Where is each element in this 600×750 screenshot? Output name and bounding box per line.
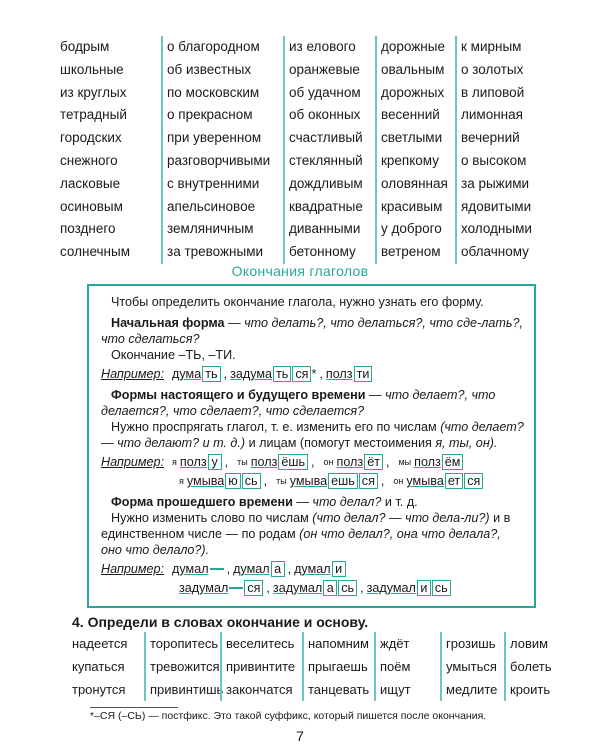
verb-cell: умыться <box>446 659 497 674</box>
word-cell: о высоком <box>461 152 527 168</box>
pronoun: я <box>179 476 184 486</box>
word-cell: о прекрасном <box>167 107 253 123</box>
separator: , <box>266 581 270 595</box>
word-stem: полз <box>336 455 364 469</box>
word-cell: красивым <box>381 198 443 214</box>
word-cell: бодрым <box>60 39 110 54</box>
word-cell: стеклянный <box>289 152 363 168</box>
word-cell: счастливый <box>289 130 363 146</box>
verb-cell: напомним <box>308 636 369 651</box>
footnote: *–СЯ (–СЬ) — постфикс. Это такой суффикс, который пишется после окончания. <box>90 710 487 722</box>
word-cell: ядовитыми <box>461 198 532 214</box>
word-column <box>60 36 161 264</box>
present-future-rule: Формы настоящего и будущего времени — что делает?, что делается?, что сделает?, что сделается? <box>101 388 496 418</box>
example-word <box>172 366 221 382</box>
word-cell: ветреном <box>381 244 441 260</box>
exercise-task: 4. Определи в словах окончание и основу. <box>72 614 369 630</box>
word-cell: апельсиновое <box>167 198 256 214</box>
example-word <box>294 561 346 577</box>
verb-column <box>504 632 552 701</box>
verb-column <box>302 632 374 701</box>
word-cell: за тревожными <box>167 244 264 260</box>
example-label: Например: <box>101 455 165 469</box>
word-cell: снежного <box>60 152 118 168</box>
past-examples-1 <box>101 561 524 577</box>
word-cell: дождливым <box>289 175 363 191</box>
verb-cell: ждёт <box>380 636 410 651</box>
separator: , <box>224 455 229 469</box>
word-cell: светлыми <box>381 130 443 146</box>
example-label: Например: <box>101 562 165 576</box>
word-stem: задумал <box>179 581 229 595</box>
pronoun: мы <box>398 457 412 467</box>
word-cell: по московским <box>167 84 260 100</box>
word-stem: умыва <box>406 474 444 488</box>
example-word <box>367 580 451 596</box>
past-heading: Форма прошедшего времени <box>111 495 293 509</box>
ending-frame: ет <box>445 473 463 489</box>
verb-cell: прыгаешь <box>308 659 368 674</box>
postfix-frame: ся <box>292 366 311 382</box>
verb-column <box>220 632 302 701</box>
past-explanation: Нужно изменить слово по числам (что делал? — что дела-ли?) и в единственном числе — по родам (он что делал?, она что делала?, оно что делало?). <box>101 511 511 557</box>
example-word <box>392 454 463 470</box>
ending-frame: ёт <box>364 454 383 470</box>
ending-frame <box>229 587 243 589</box>
word-cell: из круглых <box>60 84 127 100</box>
section-title: Окончания глаголов <box>231 263 369 279</box>
word-cell: крепкому <box>381 152 439 168</box>
rule-intro: Чтобы определить окончание глагола, нужно узнать его форму. <box>111 295 484 309</box>
word-stem: задумал <box>272 581 323 595</box>
word-stem: умыва <box>186 474 225 488</box>
past-examples-2 <box>101 580 524 596</box>
verb-cell: поём <box>380 659 411 674</box>
word-cell: оловянная <box>381 175 448 191</box>
verb-cell: болеть <box>510 659 552 674</box>
ending-frame: а <box>323 580 337 596</box>
separator: , <box>319 367 323 381</box>
postfix-frame: ся <box>464 473 483 489</box>
word-cell: об оконных <box>289 107 361 123</box>
initial-form-rule: Начальная форма — что делать?, что делаться?, что сде-лать?, что сделаться? <box>101 316 523 346</box>
verb-cell: тревожится <box>150 659 220 674</box>
adjective-table <box>60 36 541 264</box>
word-stem: задумал <box>366 581 416 595</box>
ending-frame: ёшь <box>278 454 308 470</box>
verb-cell: надеется <box>72 636 128 651</box>
separator: , <box>311 455 315 469</box>
verb-cell: ищут <box>380 682 411 697</box>
word-cell: позднего <box>60 221 116 237</box>
word-cell: о благородном <box>167 39 260 54</box>
word-cell: к мирным <box>461 39 522 54</box>
word-stem: полз <box>179 455 207 469</box>
word-cell: лимонная <box>461 107 523 123</box>
word-column <box>161 36 283 264</box>
pronoun: ты <box>237 457 248 467</box>
word-cell: из елового <box>289 39 356 54</box>
word-cell: диванными <box>289 221 361 237</box>
ending-frame: у <box>208 454 222 470</box>
word-cell: ласковые <box>60 175 121 191</box>
separator: , <box>385 455 390 469</box>
verb-cell: закончатся <box>226 682 293 697</box>
word-cell: весенний <box>381 107 440 123</box>
separator: , <box>287 562 292 576</box>
word-cell: дорожные <box>381 39 445 54</box>
example-word <box>172 561 224 577</box>
postfix-frame: ся <box>359 473 378 489</box>
verb-cell: веселитесь <box>226 636 295 651</box>
word-cell: овальным <box>381 61 445 77</box>
word-cell: школьные <box>60 61 124 77</box>
example-word <box>230 366 316 382</box>
ending-frame: и <box>332 561 346 577</box>
initial-form-examples <box>101 366 524 382</box>
example-word <box>326 366 372 382</box>
verb-cell: кроить <box>510 682 551 697</box>
separator: , <box>263 474 268 488</box>
word-cell: дорожных <box>381 84 445 100</box>
separator: , <box>380 474 385 488</box>
present-future-examples-1 <box>101 454 524 470</box>
word-cell: солнечным <box>60 244 130 260</box>
word-cell: облачному <box>461 244 529 260</box>
word-cell: с внутренними <box>167 175 260 191</box>
verb-cell: торопитесь <box>150 636 219 651</box>
word-stem: полз <box>325 367 353 381</box>
pronoun: я <box>172 457 177 467</box>
word-cell: об удачном <box>289 84 361 100</box>
postfix-frame: сь <box>338 580 357 596</box>
verb-column <box>374 632 440 701</box>
pronoun: ты <box>276 476 287 486</box>
rule-box <box>87 284 536 608</box>
initial-form-questions: что делать?, что делаться?, что сде-лать?, что сделаться? <box>101 316 523 346</box>
separator: , <box>226 562 231 576</box>
footnote-divider <box>90 707 178 708</box>
present-future-examples-2 <box>101 473 524 489</box>
word-cell: в липовой <box>461 84 525 100</box>
verb-table <box>72 632 552 701</box>
past-rule: Форма прошедшего времени — что делал? и т. д. <box>111 495 418 509</box>
ending-frame: ть <box>273 366 291 382</box>
separator: , <box>223 367 228 381</box>
ending-frame: ти <box>354 366 373 382</box>
word-cell: городских <box>60 130 122 146</box>
word-stem: дума <box>172 367 202 381</box>
word-cell: разговорчивыми <box>167 152 271 168</box>
example-word <box>179 580 263 596</box>
ending-frame: ю <box>225 473 240 489</box>
present-future-heading: Формы настоящего и будущего времени <box>111 388 366 402</box>
word-stem: думал <box>233 562 270 576</box>
word-cell: тетрадный <box>60 107 127 123</box>
word-cell: за рыжими <box>461 175 530 191</box>
ending-frame: ём <box>442 454 464 470</box>
example-word <box>172 454 222 470</box>
verb-cell: танцевать <box>308 682 370 697</box>
separator: , <box>360 581 364 595</box>
ending-frame <box>210 568 224 570</box>
verb-column <box>72 632 144 701</box>
example-label: Например: <box>101 367 165 381</box>
word-cell: у доброго <box>381 221 442 237</box>
footnote-mark: * <box>311 367 317 381</box>
word-column <box>283 36 375 264</box>
present-future-questions: что делает?, что делается?, что сделает?, что сделается? <box>101 388 496 418</box>
example-word <box>273 580 357 596</box>
postfix-frame: сь <box>432 580 451 596</box>
verb-cell: медлите <box>446 682 498 697</box>
word-column <box>455 36 541 264</box>
word-stem: полз <box>250 455 278 469</box>
ending-frame: а <box>271 561 285 577</box>
word-cell: осиновым <box>60 198 123 214</box>
word-cell: вечерний <box>461 130 520 146</box>
word-cell: холодными <box>461 221 532 237</box>
verb-cell: тронутся <box>72 682 126 697</box>
word-cell: об известных <box>167 61 252 77</box>
word-stem: задума <box>230 367 273 381</box>
verb-cell: купаться <box>72 659 125 674</box>
word-stem: умыва <box>289 474 328 488</box>
initial-form-ending: Окончание –ТЬ, –ТИ. <box>111 348 236 362</box>
ending-frame: ешь <box>328 473 358 489</box>
example-word <box>318 454 383 470</box>
verb-cell: привинтите <box>226 659 296 674</box>
verb-cell: грозишь <box>446 636 496 651</box>
word-cell: бетонному <box>289 244 356 260</box>
example-word <box>179 473 261 489</box>
example-word <box>387 473 483 489</box>
postfix-frame: сь <box>242 473 261 489</box>
verb-column <box>144 632 224 701</box>
word-cell: о золотых <box>461 61 524 77</box>
pronoun: он <box>393 476 404 486</box>
verb-cell: ловим <box>510 636 549 651</box>
present-future-explanation: Нужно проспрягать глагол, т. е. изменить его по числам (что делает? — что делают? и т. д.) и лицам (помогут местоимения я, ты, он). <box>101 420 524 450</box>
word-stem: думал <box>294 562 331 576</box>
example-word <box>233 561 285 577</box>
ending-frame: и <box>417 580 431 596</box>
word-stem: думал <box>172 562 209 576</box>
example-word <box>270 473 378 489</box>
word-cell: при уверенном <box>167 130 262 146</box>
postfix-frame: ся <box>244 580 263 596</box>
word-column <box>375 36 455 264</box>
example-word <box>231 454 308 470</box>
verb-column <box>440 632 504 701</box>
word-cell: оранжевые <box>289 61 360 77</box>
page-number: 7 <box>296 728 304 744</box>
initial-form-heading: Начальная форма <box>111 316 225 330</box>
ending-frame: ть <box>202 366 220 382</box>
word-cell: квадратные <box>289 198 363 214</box>
pronoun: он <box>323 457 334 467</box>
verb-cell: привинтишь <box>150 682 224 697</box>
word-cell: земляничным <box>167 221 254 237</box>
word-stem: полз <box>414 455 441 469</box>
